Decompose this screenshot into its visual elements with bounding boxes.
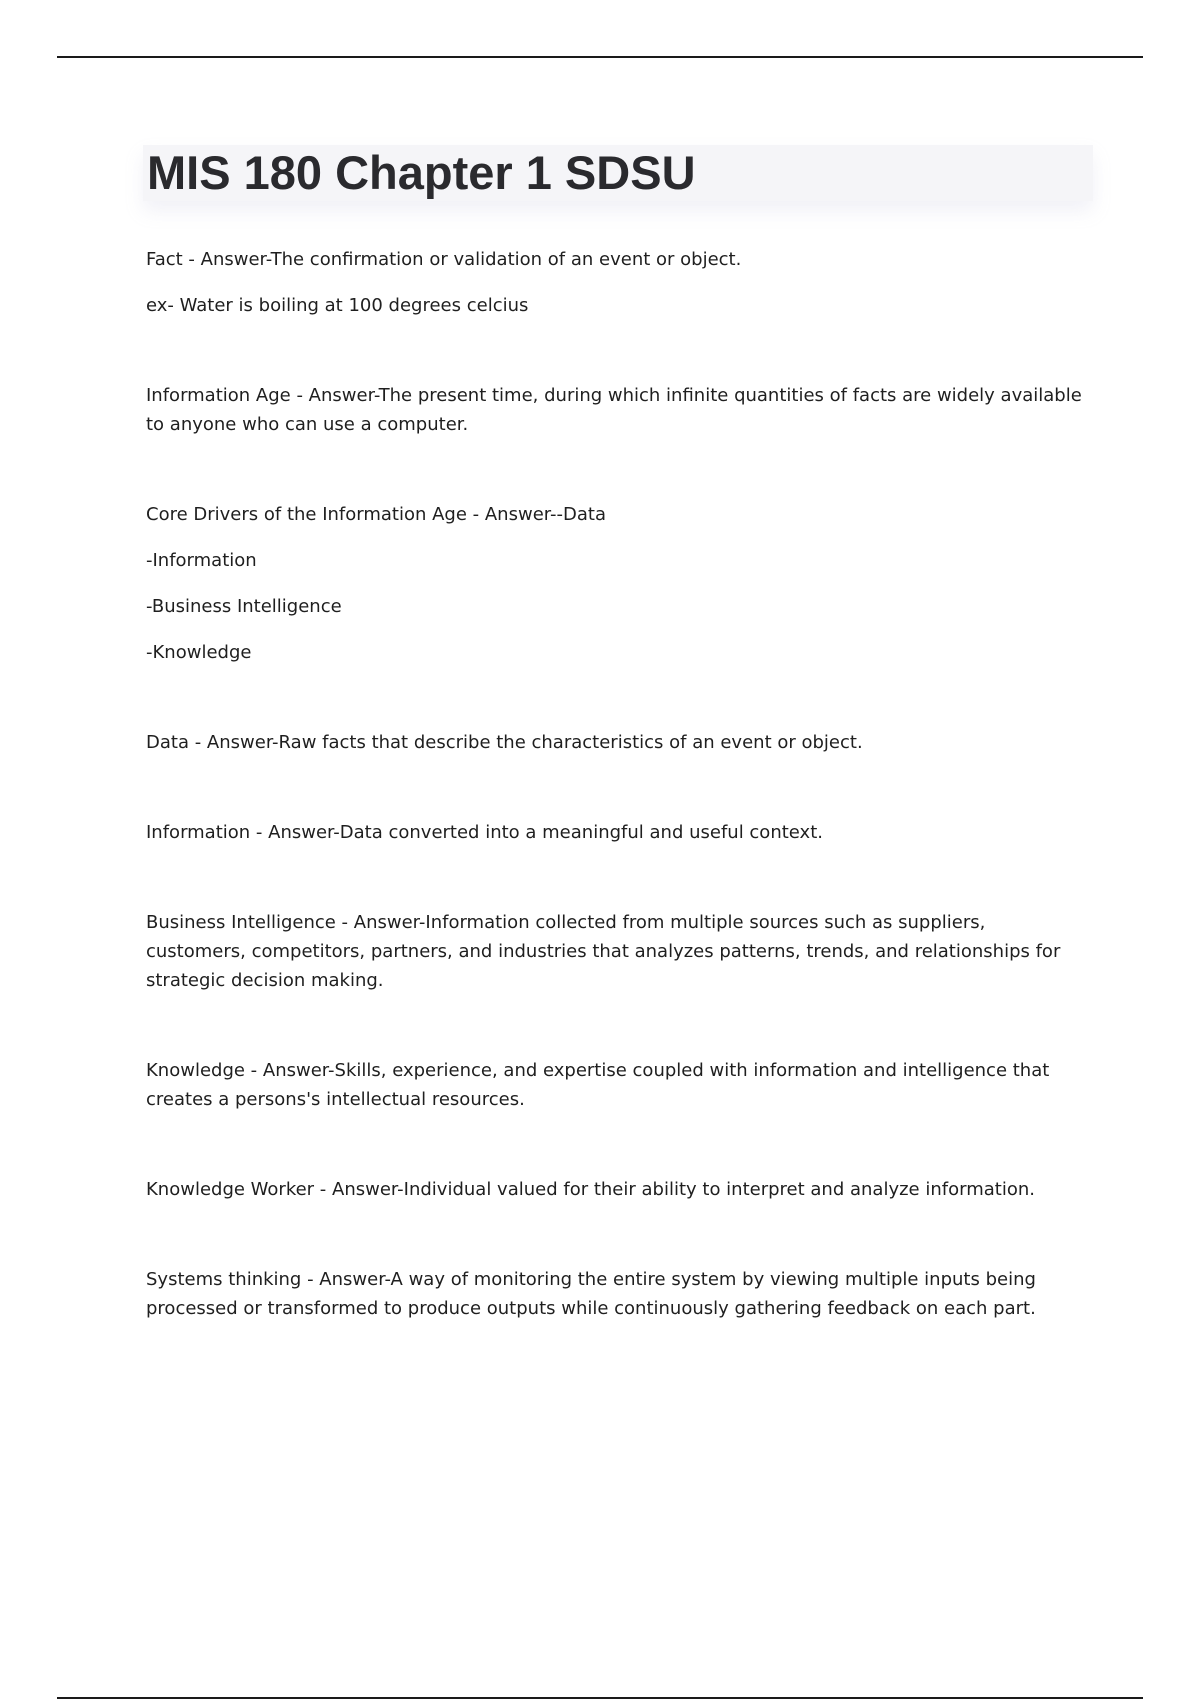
top-divider	[57, 56, 1143, 58]
flashcard-entry	[146, 1265, 1086, 1323]
flashcard-term-answer: Systems thinking - Answer-A way of monitoring the entire system by viewing multiple inputs being processed or transformed to produce outputs while continuously gathering feedback on each part.	[146, 1269, 1036, 1319]
bottom-divider	[57, 1697, 1143, 1699]
flashcard-term-answer: Knowledge - Answer-Skills, experience, and expertise coupled with information and intelligence that creates a persons's intellectual resources.	[146, 1060, 1050, 1110]
flashcard-entry	[146, 818, 1086, 847]
flashcard-detail-line: ex- Water is boiling at 100 degrees celcius	[146, 295, 529, 316]
flashcard-term-answer: Core Drivers of the Information Age - Answer--Data	[146, 504, 606, 525]
flashcard-list	[146, 245, 1086, 1384]
flashcard-entry	[146, 1056, 1086, 1114]
flashcard-entry	[146, 908, 1086, 995]
page-title: MIS 180 Chapter 1 SDSU	[147, 146, 696, 199]
flashcard-detail-line: -Knowledge	[146, 642, 252, 663]
flashcard-term-answer: Business Intelligence - Answer-Information collected from multiple sources such as suppliers, customers, competitors, partners, and industries that analyzes patterns, trends, and relationships for strategic decision making.	[146, 912, 1061, 991]
flashcard-term-answer: Information Age - Answer-The present time, during which infinite quantities of facts are widely available to anyone who can use a computer.	[146, 385, 1082, 435]
flashcard-entry	[146, 245, 1086, 320]
flashcard-entry	[146, 1175, 1086, 1204]
flashcard-term-answer: Data - Answer-Raw facts that describe the characteristics of an event or object.	[146, 732, 863, 753]
flashcard-entry	[146, 728, 1086, 757]
flashcard-entry	[146, 500, 1086, 667]
flashcard-term-answer: Information - Answer-Data converted into a meaningful and useful context.	[146, 822, 823, 843]
flashcard-entry	[146, 381, 1086, 439]
flashcard-term-answer: Knowledge Worker - Answer-Individual valued for their ability to interpret and analyze information.	[146, 1179, 1035, 1200]
flashcard-detail-line: -Business Intelligence	[146, 596, 342, 617]
flashcard-term-answer: Fact - Answer-The confirmation or validation of an event or object.	[146, 249, 742, 270]
flashcard-detail-line: -Information	[146, 550, 257, 571]
